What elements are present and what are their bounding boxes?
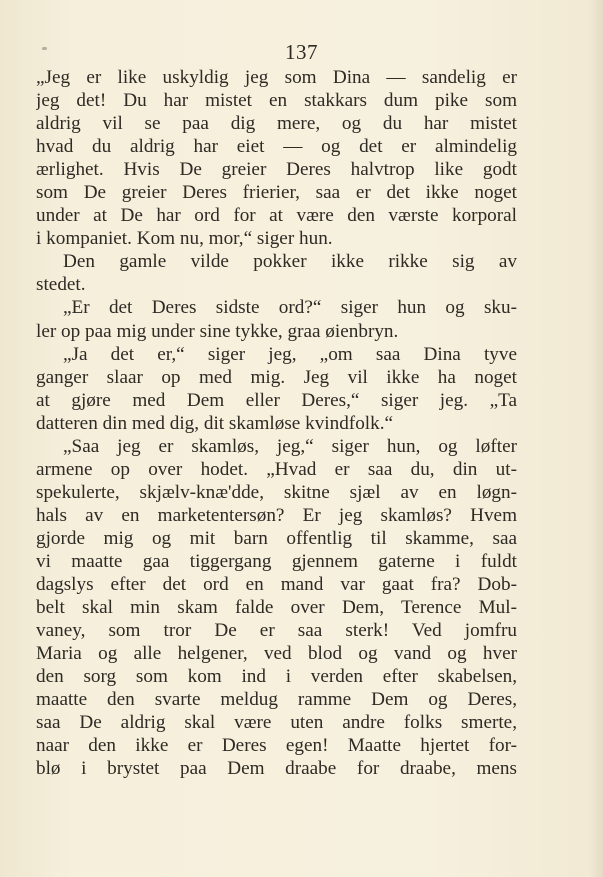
- text-line: vaney, som tror De er saa sterk! Ved jomfru: [36, 620, 517, 642]
- text-line: jeg det! Du har mistet en stakkars dum pike som: [36, 90, 517, 112]
- text-line: gjorde mig og mit barn offentlig til skamme, saa: [36, 527, 517, 549]
- text-line: stedet.: [36, 274, 86, 296]
- text-line: Den gamle vilde pokker ikke rikke sig av: [63, 251, 517, 273]
- page-edge-shadow: [589, 0, 603, 877]
- text-line: „Er det Deres sidste ord?“ siger hun og sku-: [63, 297, 517, 319]
- text-line: ler op paa mig under sine tykke, graa øienbryn.: [36, 320, 399, 342]
- text-line: „Ja det er,“ siger jeg, „om saa Dina tyve: [63, 343, 517, 365]
- body-text: [36, 66, 517, 780]
- text-line: under at De har ord for at være den værste korporal: [36, 205, 517, 227]
- text-line: „Jeg er like uskyldig jeg som Dina — sandelig er: [36, 67, 517, 88]
- text-line: blø i brystet paa Dem draabe for draabe, mens: [36, 758, 517, 780]
- text-line: i kompaniet. Kom nu, mor,“ siger hun.: [36, 228, 333, 250]
- text-line: vi maatte gaa tiggergang gjennem gaterne i fuldt: [36, 550, 517, 572]
- text-line: hvad du aldrig har eiet — og det er almindelig: [36, 136, 517, 158]
- text-line: armene op over hodet. „Hvad er saa du, din ut-: [36, 458, 517, 480]
- text-line: spekulerte, skjælv-knæ'dde, skitne sjæl av en løgn-: [36, 481, 517, 503]
- text-line: belt skal min skam falde over Dem, Terence Mul-: [36, 597, 517, 619]
- text-line: den sorg som kom ind i verden efter skabelsen,: [36, 666, 517, 688]
- text-line: naar den ikke er Deres egen! Maatte hjertet for-: [36, 735, 517, 757]
- text-line: som De greier Deres frierier, saa er det ikke noget: [36, 182, 517, 204]
- text-line: „Saa jeg er skamløs, jeg,“ siger hun, og løfter: [63, 435, 517, 457]
- text-line: ærlighet. Hvis De greier Deres halvtrop like godt: [36, 159, 517, 181]
- text-line: at gjøre med Dem eller Deres,“ siger jeg. „Ta: [36, 389, 517, 411]
- text-line: Maria og alle helgener, ved blod og vand og hver: [36, 643, 517, 665]
- text-line: maatte den svarte meldug ramme Dem og Deres,: [36, 689, 517, 711]
- text-line: saa De aldrig skal være uten andre folks smerte,: [36, 712, 517, 734]
- text-line: ganger slaar op med mig. Jeg vil ikke ha noget: [36, 366, 517, 388]
- page-number: 137: [285, 40, 318, 64]
- text-line: hals av en marketentersøn? Er jeg skamløs? Hvem: [36, 504, 517, 526]
- text-line: datteren din med dig, dit skamløse kvindfolk.“: [36, 412, 394, 434]
- text-line: dagslys efter det ord en mand var gaat fra? Dob-: [36, 574, 517, 596]
- text-line: aldrig vil se paa dig mere, og du har mistet: [36, 113, 517, 135]
